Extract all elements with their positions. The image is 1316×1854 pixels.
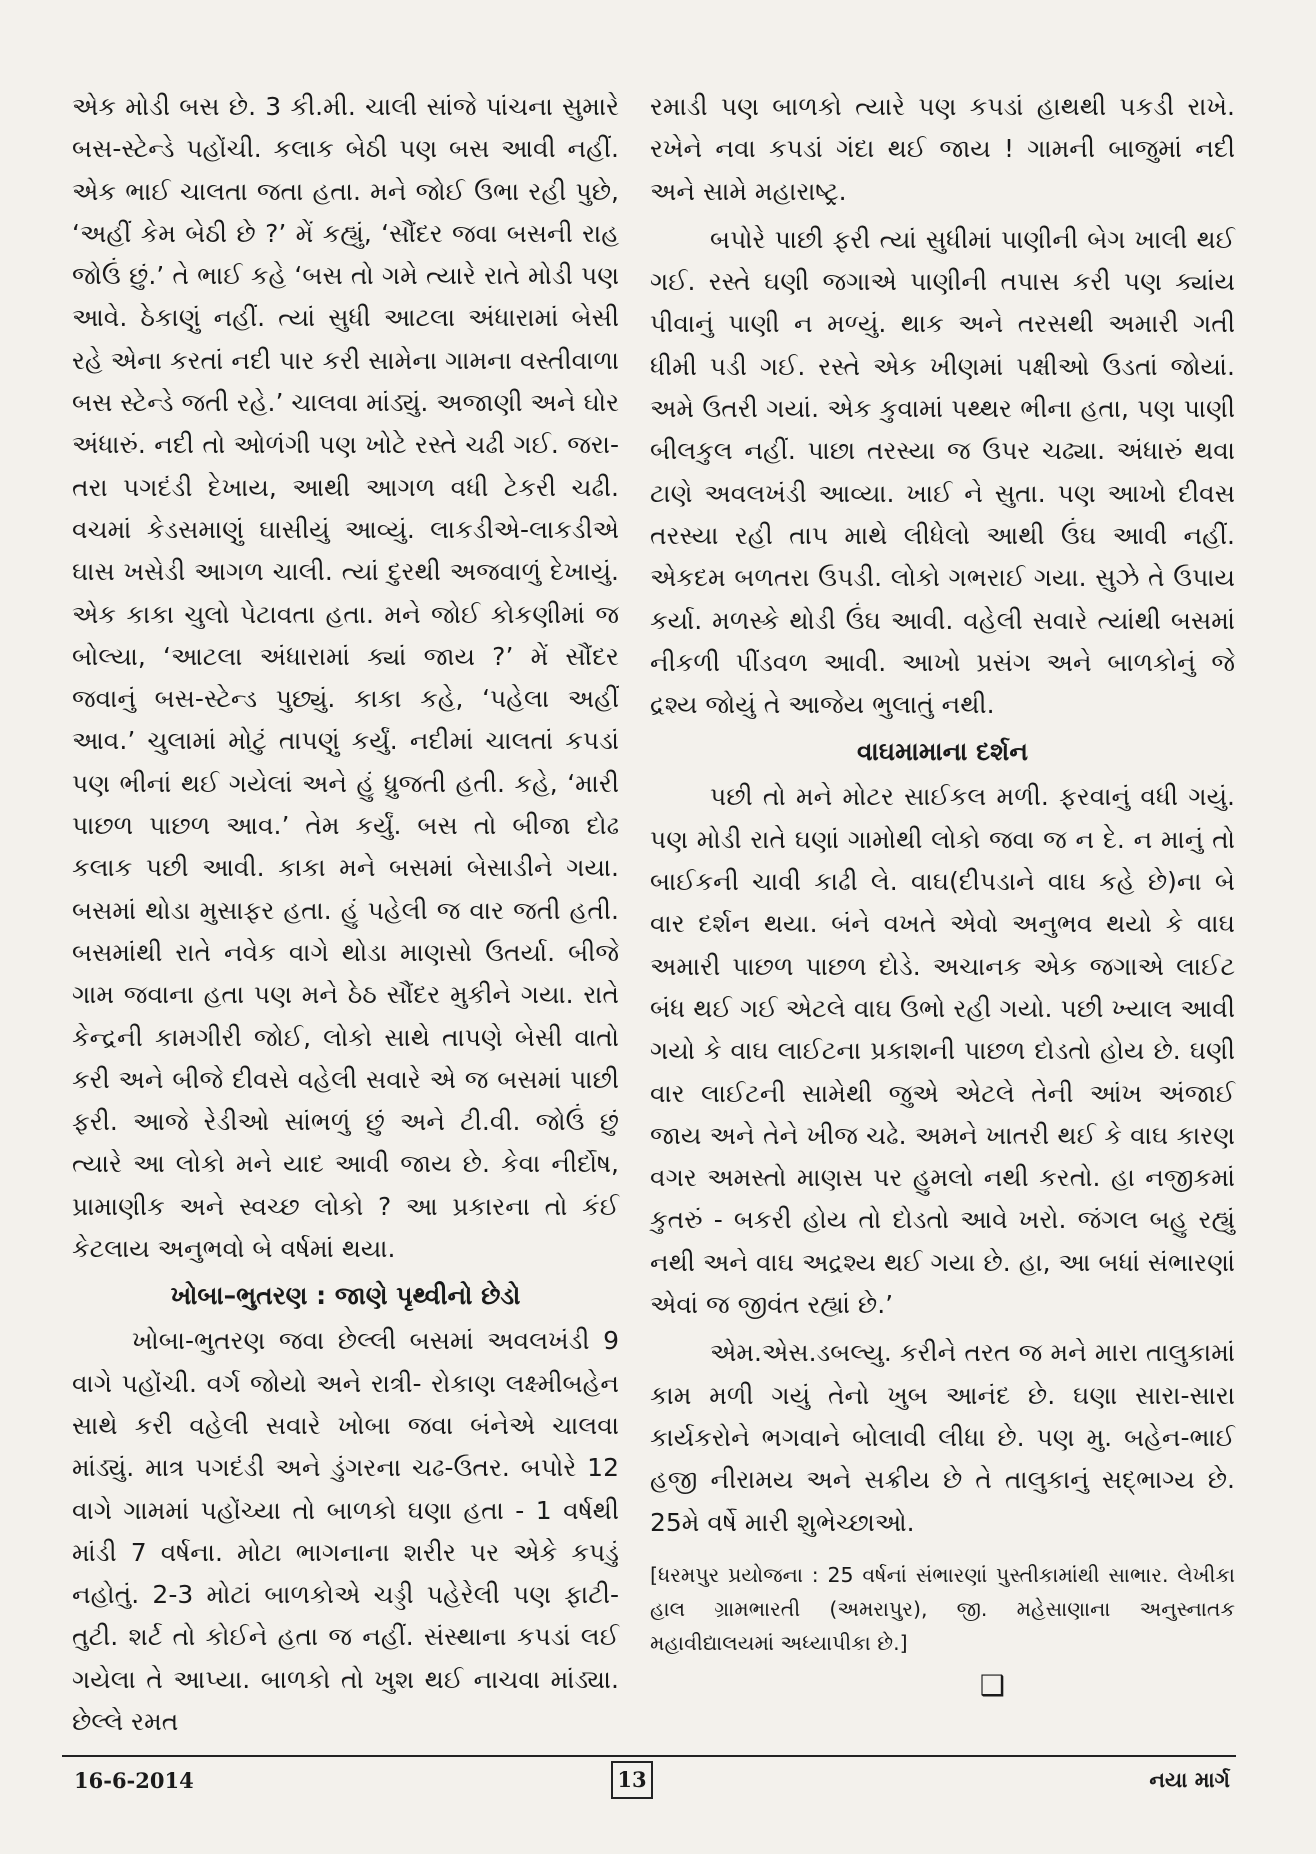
right-paragraph-2: બપોરે પાછી ફરી ત્યાં સુધીમાં પાણીની બેગ ખાલી થઈ ગઈ. રસ્તે ઘણી જગાએ પાણીની તપાસ કરી પણ ક્યાંય પીવાનું પાણી ન મળ્યું. થાક અને તરસથી અમારી ગતી ધીમી પડી ગઈ. રસ્તે એક ખીણમાં પક્ષીઓ ઉડતાં જોયાં. અમે ઉતરી ગયાં. એક કુવામાં પથ્થર ભીના હતા, પણ પાણી બીલકુલ નહીં. પાછા તરસ્યા જ ઉપર ચઢ્યા. અંધારું થવા ટાણે અવલખંડી આવ્યા. ખાઈ ને સુતા. પણ આખો દીવસ તરસ્યા રહી તાપ માથે લીધેલો આથી ઉંઘ આવી નહીં. એકદમ બળતરા ઉપડી. લોકો ગભરાઈ ગયા. સુઝે તે ઉપાય કર્યા. મળસ્કે થોડી ઉંઘ આવી. વહેલી સવારે ત્યાંથી બસમાં નીકળી પીંડવળ આવી. આખો પ્રસંગ અને બાળકોનું જે દ્રશ્ય જોયું તે આજેય ભુલાતું નથી. xyxy=(650,224,1235,720)
section-heading-khoba-bhutaran: ખોબા–ભુતરણ : જાણે પૃથ્વીનો છેડો xyxy=(170,1281,521,1311)
left-column xyxy=(72,86,619,1743)
footer-divider xyxy=(62,1755,1236,1757)
end-mark-icon: ❑ xyxy=(979,1668,1005,1702)
right-column xyxy=(650,86,1235,1706)
footer-date: 16-6-2014 xyxy=(74,1768,194,1793)
right-paragraph-3: પછી તો મને મોટર સાઈકલ મળી. ફરવાનું વધી ગયું. પણ મોડી રાતે ઘણાં ગામોથી લોકો જવા જ ન દે. ન માનું તો બાઈકની ચાવી કાઢી લે. વાઘ(દીપડાને વાઘ કહે છે)ના બે વાર દર્શન થયા. બંને વખતે એવો અનુભવ થયો કે વાઘ અમારી પાછળ પાછળ દોડે. અચાનક એક જગાએ લાઈટ બંધ થઈ ગઈ એટલે વાઘ ઉભો રહી ગયો. પછી ખ્યાલ આવી ગયો કે વાઘ લાઈટના પ્રકાશની પાછળ દોડતો હોય છે. ઘણી વાર લાઈટની સામેથી જુએ એટલે તેની આંખ અંજાઈ જાય અને તેને ખીજ ચઢે. અમને ખાતરી થઈ કે વાઘ કારણ વગર અમસ્તો માણસ પર હુમલો નથી કરતો. હા નજીકમાં કુતરું - બકરી હોય તો દોડતો આવે ખરો. જંગલ બહુ રહ્યું નથી અને વાઘ અદ્રશ્ય થઈ ગયા છે. હા, આ બધાં સંભારણાં એવાં જ જીવંત રહ્યાં છે.’ xyxy=(650,782,1235,1320)
page-number: 13 xyxy=(611,1761,653,1799)
right-paragraph-1: રમાડી પણ બાળકો ત્યારે પણ કપડાં હાથથી પકડી રાખે. રખેને નવા કપડાં ગંદા થઈ જાય ! ગામની બાજુમાં નદી અને સામે મહારાષ્ટ્ર. xyxy=(650,92,1235,206)
publication-name: નયા માર્ગ xyxy=(1149,1768,1230,1792)
right-paragraph-4: એમ.એસ.ડબલ્યુ. કરીને તરત જ મને મારા તાલુકામાં કામ મળી ગયું તેનો ખુબ આનંદ છે. ઘણા સારા-સારા કાર્યકરોને ભગવાને બોલાવી લીધા છે. પણ મુ. બહેન-ભાઈ હજી નીરામય અને સક્રીય છે તે તાલુકાનું સદ્ભાગ્ય છે. 25મે વર્ષે મારી શુભેચ્છાઓ. xyxy=(650,1338,1235,1537)
section-heading-vaghmama: વાઘમામાના દર્શન xyxy=(857,737,1028,767)
left-paragraph-2: ખોબા-ભુતરણ જવા છેલ્લી બસમાં અવલખંડી 9 વાગે પહોંચી. વર્ગ જોયો અને રાત્રી- રોકાણ લક્ષ્મીબહેન સાથે કરી વહેલી સવારે ખોબા જવા બંનેએ ચાલવા માંડ્યું. માત્ર પગદંડી અને ડુંગરના ચઢ-ઉતર. બપોરે 12 વાગે ગામમાં પહોંચ્યા તો બાળકો ઘણા હતા - 1 વર્ષથી માંડી 7 વર્ષના. મોટા ભાગનાના શરીર પર એકે કપડું નહોતું. 2-3 મોટાં બાળકોએ ચડ્ડી પહેરેલી પણ ફાટી-તુટી. શર્ટ તો કોઈને હતા જ નહીં. સંસ્થાના કપડાં લઈ ગયેલા તે આપ્યા. બાળકો તો ખુશ થઈ નાચવા માંડ્યા. છેલ્લે રમત xyxy=(72,1326,619,1736)
left-paragraph-1: એક મોડી બસ છે. 3 કી.મી. ચાલી સાંજે પાંચના સુમારે બસ-સ્ટેન્ડે પહોંચી. કલાક બેઠી પણ બસ આવી નહીં. એક ભાઈ ચાલતા જતા હતા. મને જોઈ ઉભા રહી પુછે, ‘અહીં કેમ બેઠી છે ?’ મેં કહ્યું, ‘સૌંદર જવા બસની રાહ જોઉં છું.’ તે ભાઈ કહે ‘બસ તો ગમે ત્યારે રાતે મોડી પણ આવે. ઠેકાણું નહીં. ત્યાં સુધી આટલા અંધારામાં બેસી રહે એના કરતાં નદી પાર કરી સામેના ગામના વસ્તીવાળા બસ સ્ટેન્ડે જતી રહે.’ ચાલવા માંડ્યું. અજાણી અને ઘોર અંધારું. નદી તો ઓળંગી પણ ખોટે રસ્તે ચઢી ગઈ. જરા-તરા પગદંડી દેખાય, આથી આગળ વધી ટેકરી ચઢી. વચમાં કેડસમાણું ઘાસીયું આવ્યું. લાકડીએ-લાકડીએ ઘાસ ખસેડી આગળ ચાલી. ત્યાં દુરથી અજવાળું દેખાયું. એક કાકા ચુલો પેટાવતા હતા. મને જોઈ કોકણીમાં જ બોલ્યા, ‘આટલા અંધારામાં ક્યાં જાય ?’ મેં સૌંદર જવાનું બસ-સ્ટેન્ડ પુછ્યું. કાકા કહે, ‘પહેલા અહીં આવ.’ ચુલામાં મોટું તાપણું કર્યું. નદીમાં ચાલતાં કપડાં પણ ભીનાં થઈ ગયેલાં અને હું ધ્રુજતી હતી. કહે, ‘મારી પાછળ પાછળ આવ.’ તેમ કર્યું. બસ તો બીજા દોઢ કલાક પછી આવી. કાકા મને બસમાં બેસાડીને ગયા. બસમાં થોડા મુસાફર હતા. હું પહેલી જ વાર જતી હતી. બસમાંથી રાતે નવેક વાગે થોડા માણસો ઉતર્યા. બીજે ગામ જવાના હતા પણ મને ઠેઠ સૌંદર મુકીને ગયા. રાતે કેન્દ્રની કામગીરી જોઈ, લોકો સાથે તાપણે બેસી વાતો કરી અને બીજે દીવસે વહેલી સવારે એ જ બસમાં પાછી ફરી. આજે રેડીઓ સાંભળું છું અને ટી.વી. જોઉં છું ત્યારે આ લોકો મને યાદ આવી જાય છે. કેવા નીર્દોષ, પ્રામાણીક અને સ્વચ્છ લોકો ? આ પ્રકારના તો કંઈ કેટલાય અનુભવો બે વર્ષમાં થયા. xyxy=(72,92,619,1264)
source-credit-note: [ધરમપુર પ્રયોજના : 25 વર્ષનાં સંભારણાં પુસ્તીકામાંથી સાભાર. લેખીકા હાલ ગ્રામભારતી (અમરાપુર), જી. મહેસાણાના અનુસ્નાતક મહાવીદ્યાલયમાં અધ્યાપીકા છે.] xyxy=(650,1562,1235,1655)
